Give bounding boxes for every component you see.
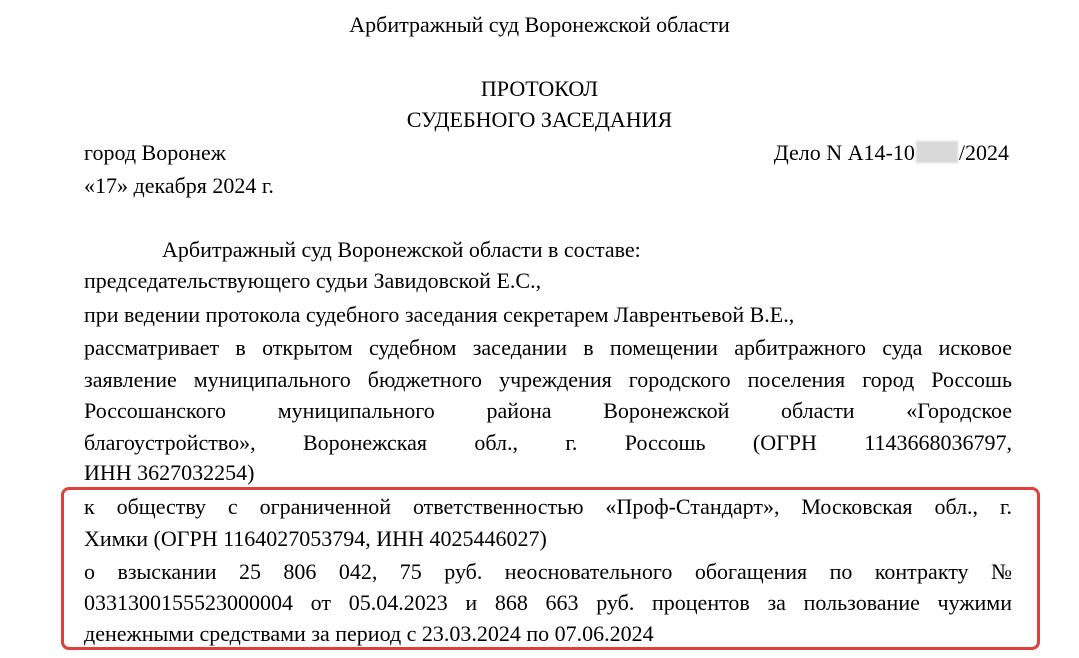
highlighted-line: денежными средствами за период с 23.03.2024 по 07.06.2024 [84,621,654,646]
document-title: ПРОТОКОЛ [480,76,599,101]
paragraph-line: ИНН 3627032254) [84,460,255,485]
highlighted-line: 0331300155523000004 от 05.04.2023 и 868 663 руб. процентов за пользование чужими [84,590,1012,615]
highlighted-line: Химки (ОГРН 1164027053794, ИНН 4025446027) [84,526,547,551]
paragraph-line: рассматривает в открытом судебном заседании в помещении арбитражного суда исковое [84,335,1012,360]
court-header: Арбитражный суд Воронежской области [349,12,730,37]
city: город Воронеж [84,140,226,165]
paragraph-secretary: при ведении протокола судебного заседания секретарем Лаврентьевой В.Е., [84,302,795,327]
paragraph-judge: председательствующего судьи Завидовской Е.С., [84,268,542,293]
redaction-block [916,141,958,163]
case-number-prefix: Дело N А14-10 [773,140,915,165]
paragraph-line: благоустройство», Воронежская обл., г. Россошь (ОГРН 1143668036797, [84,430,1012,455]
case-number-suffix: /2024 [958,140,1009,165]
session-date: «17» декабря 2024 г. [84,173,274,198]
paragraph-line: заявление муниципального бюджетного учреждения городского поселения город Россошь [84,367,1012,392]
highlighted-line: к обществу с ограниченной ответственностью «Проф-Стандарт», Московская обл., г. [84,494,1012,519]
document-subtitle: СУДЕБНОГО ЗАСЕДАНИЯ [406,107,673,132]
highlighted-line: о взыскании 25 806 042, 75 руб. неосновательного обогащения по контракту № [84,559,1012,584]
case-number [774,140,1009,166]
paragraph-court-composition: Арбитражный суд Воронежской области в составе: [162,237,641,262]
paragraph-line: Россошанского муниципального района Воронежской области «Городское [84,398,1012,423]
